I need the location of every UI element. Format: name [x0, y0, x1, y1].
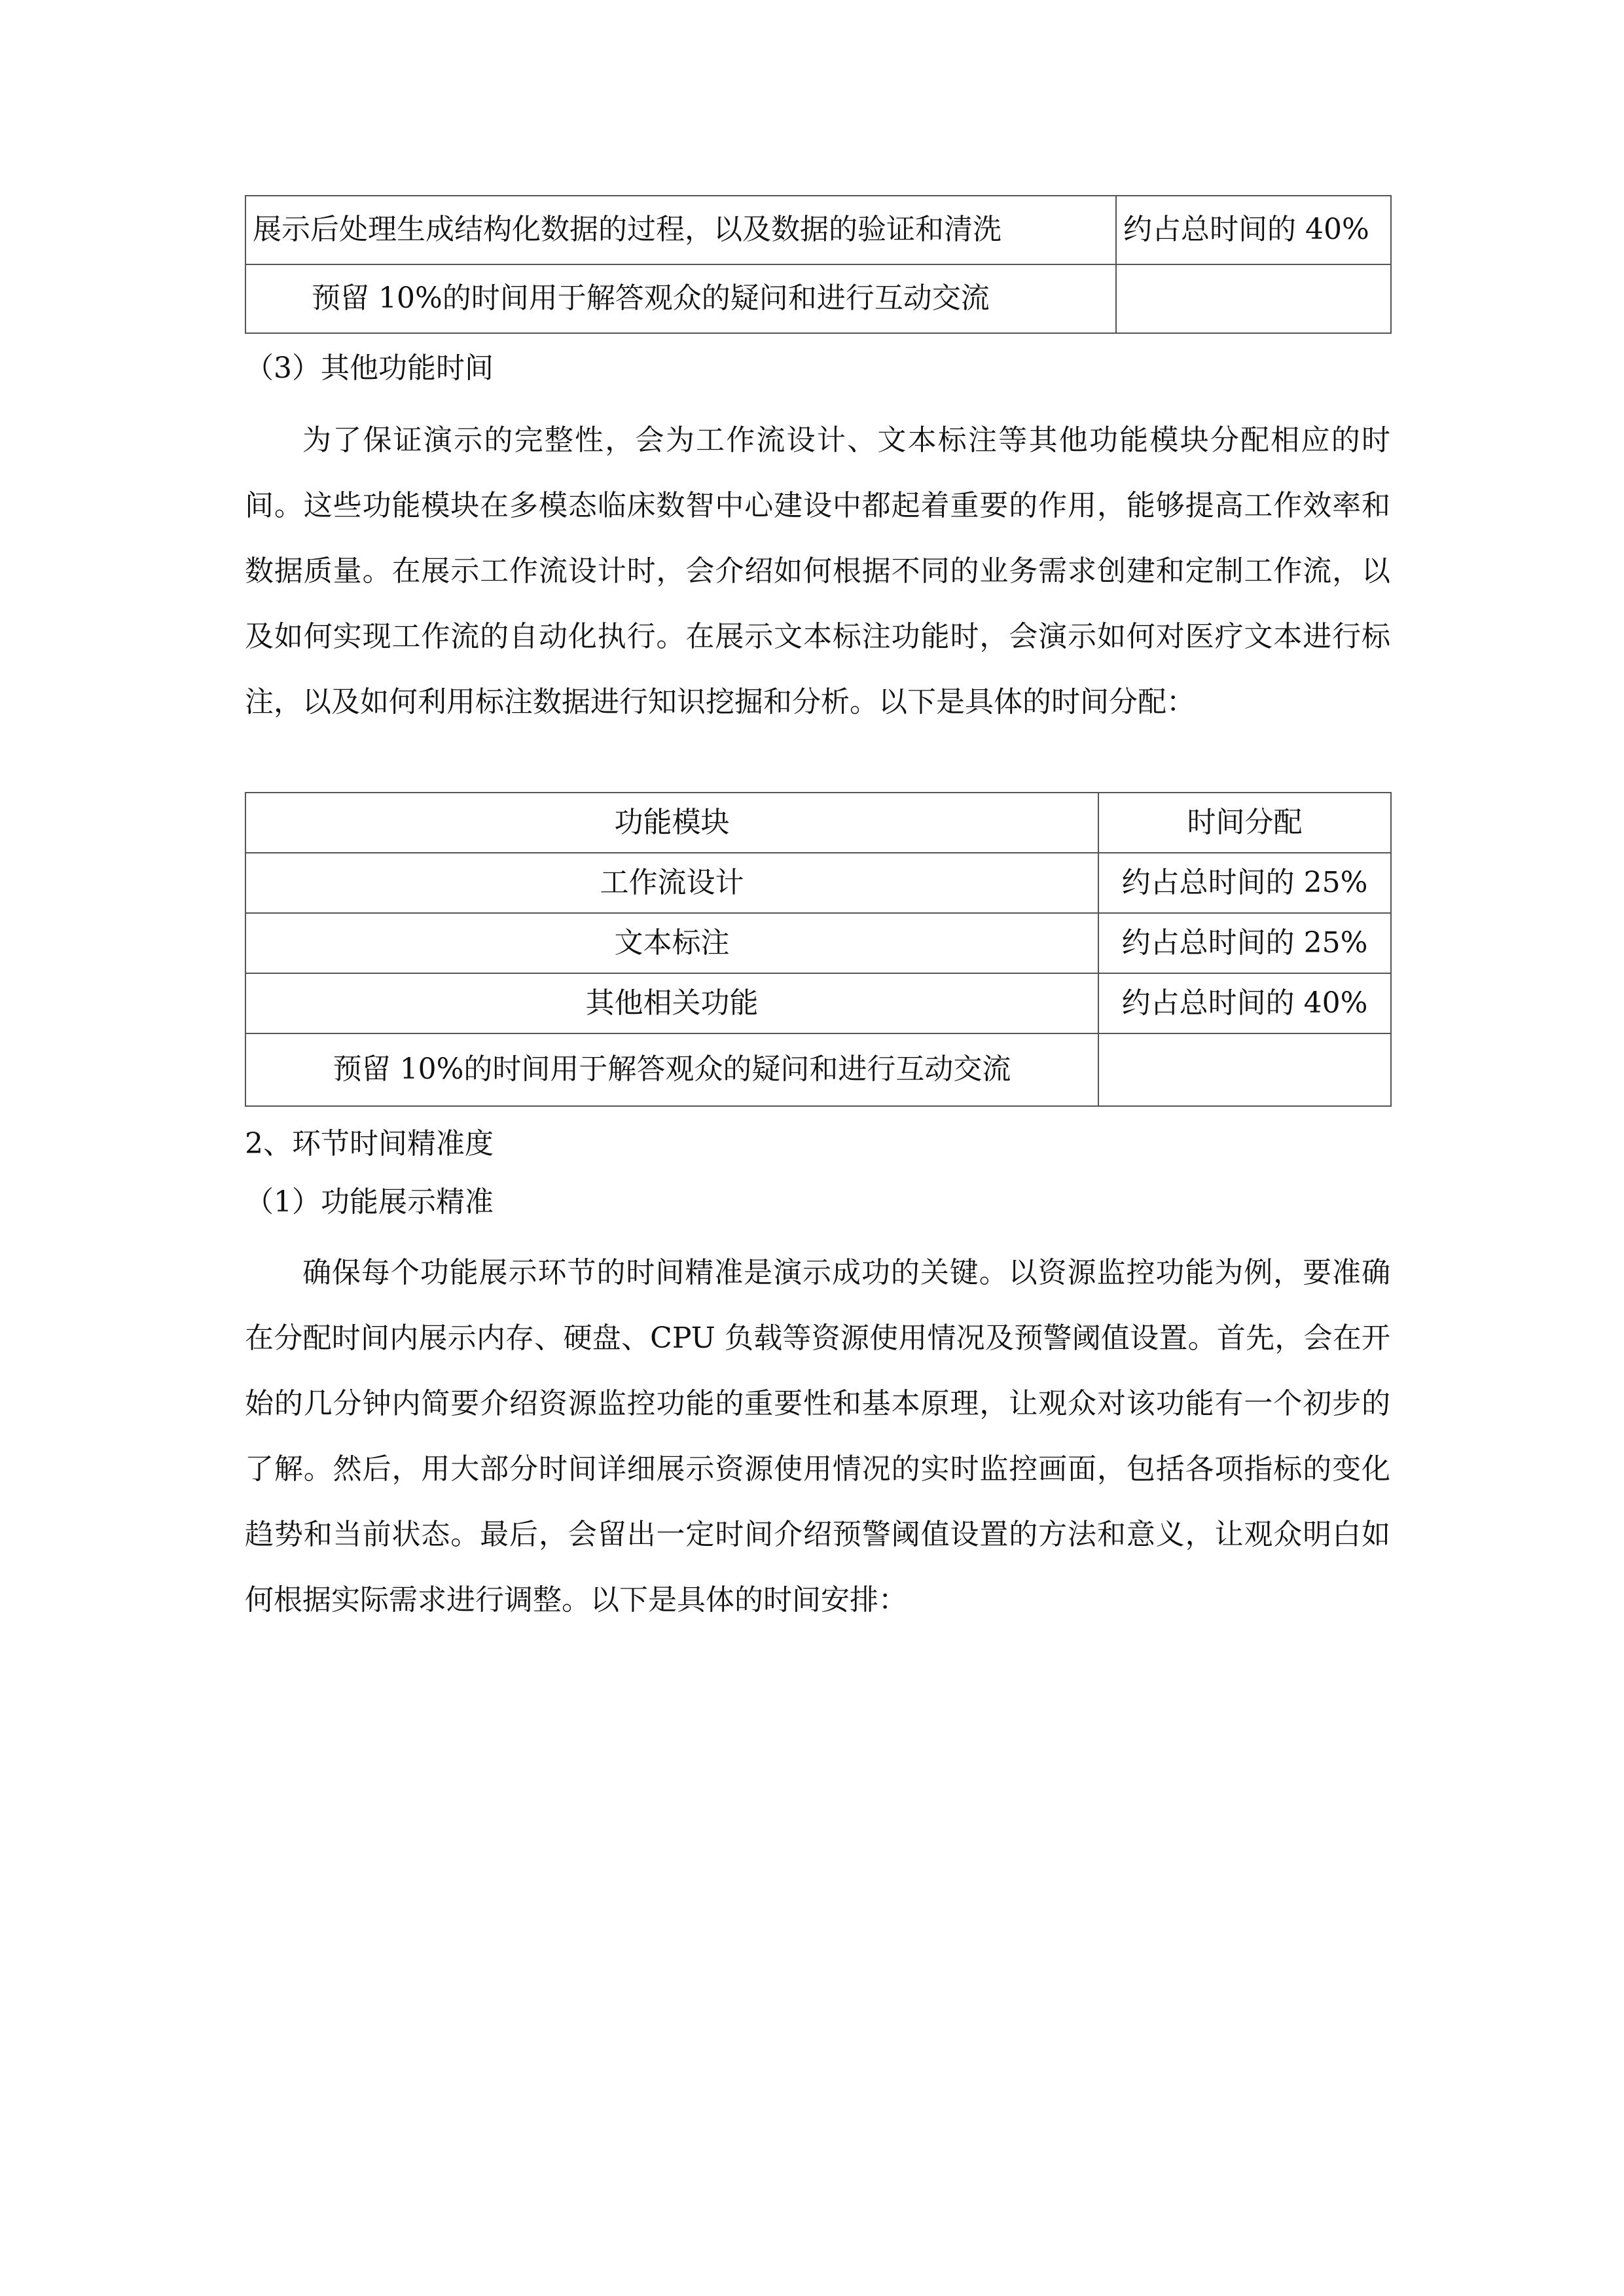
body-paragraph: 确保每个功能展示环节的时间精准是演示成功的关键。以资源监控功能为例，要准确在分配时间内展示内存、硬盘、CPU 负载等资源使用情况及预警阈值设置。首先，会在开始的几分钟内简要介绍资源监控功能的重要性和基本原理，让观众对该功能有一个初步的了解。然后，用大部分时间详细展示资源使用情况的实时监控画面，包括各项指标的变化趋势和当前状态。最后，会留出一定时间介绍预警阈值设置的方法和意义，让观众明白如何根据实际需求进行调整。以下是具体的时间安排： — [245, 1256, 1390, 1617]
section-heading: （3）其他功能时间 — [245, 351, 494, 385]
subsection-heading: （1）功能展示精准 — [245, 1185, 494, 1219]
table-cell: 其他相关功能 — [245, 973, 1098, 1033]
table-row — [245, 853, 1391, 913]
table-cell: 约占总时间的 40% — [1116, 196, 1391, 264]
table-cell: 文本标注 — [245, 913, 1098, 973]
function-module-time-table — [245, 792, 1392, 1107]
table-row — [245, 264, 1391, 333]
table-row — [245, 913, 1391, 973]
table-row — [245, 1033, 1391, 1106]
table-cell: 约占总时间的 40% — [1098, 973, 1391, 1033]
table-cell: 约占总时间的 25% — [1098, 913, 1391, 973]
table-cell: 工作流设计 — [245, 853, 1098, 913]
table-cell: 预留 10%的时间用于解答观众的疑问和进行互动交流 — [245, 264, 1116, 333]
table-row — [245, 196, 1391, 264]
table-header-cell: 功能模块 — [245, 793, 1098, 853]
table-cell: 约占总时间的 25% — [1098, 853, 1391, 913]
table-cell — [1116, 264, 1391, 333]
table-cell — [1098, 1033, 1391, 1106]
table-header-row — [245, 793, 1391, 853]
table-cell: 预留 10%的时间用于解答观众的疑问和进行互动交流 — [245, 1033, 1098, 1106]
time-allocation-table-continued — [245, 195, 1392, 334]
table-row — [245, 973, 1391, 1033]
table-cell: 展示后处理生成结构化数据的过程，以及数据的验证和清洗 — [245, 196, 1116, 264]
section-heading: 2、环节时间精准度 — [245, 1127, 494, 1160]
table-header-cell: 时间分配 — [1098, 793, 1391, 853]
body-paragraph: 为了保证演示的完整性，会为工作流设计、文本标注等其他功能模块分配相应的时间。这些功能模块在多模态临床数智中心建设中都起着重要的作用，能够提高工作效率和数据质量。在展示工作流设计时，会介绍如何根据不同的业务需求创建和定制工作流，以及如何实现工作流的自动化执行。在展示文本标注功能时，会演示如何对医疗文本进行标注，以及如何利用标注数据进行知识挖掘和分析。以下是具体的时间分配： — [245, 423, 1390, 719]
